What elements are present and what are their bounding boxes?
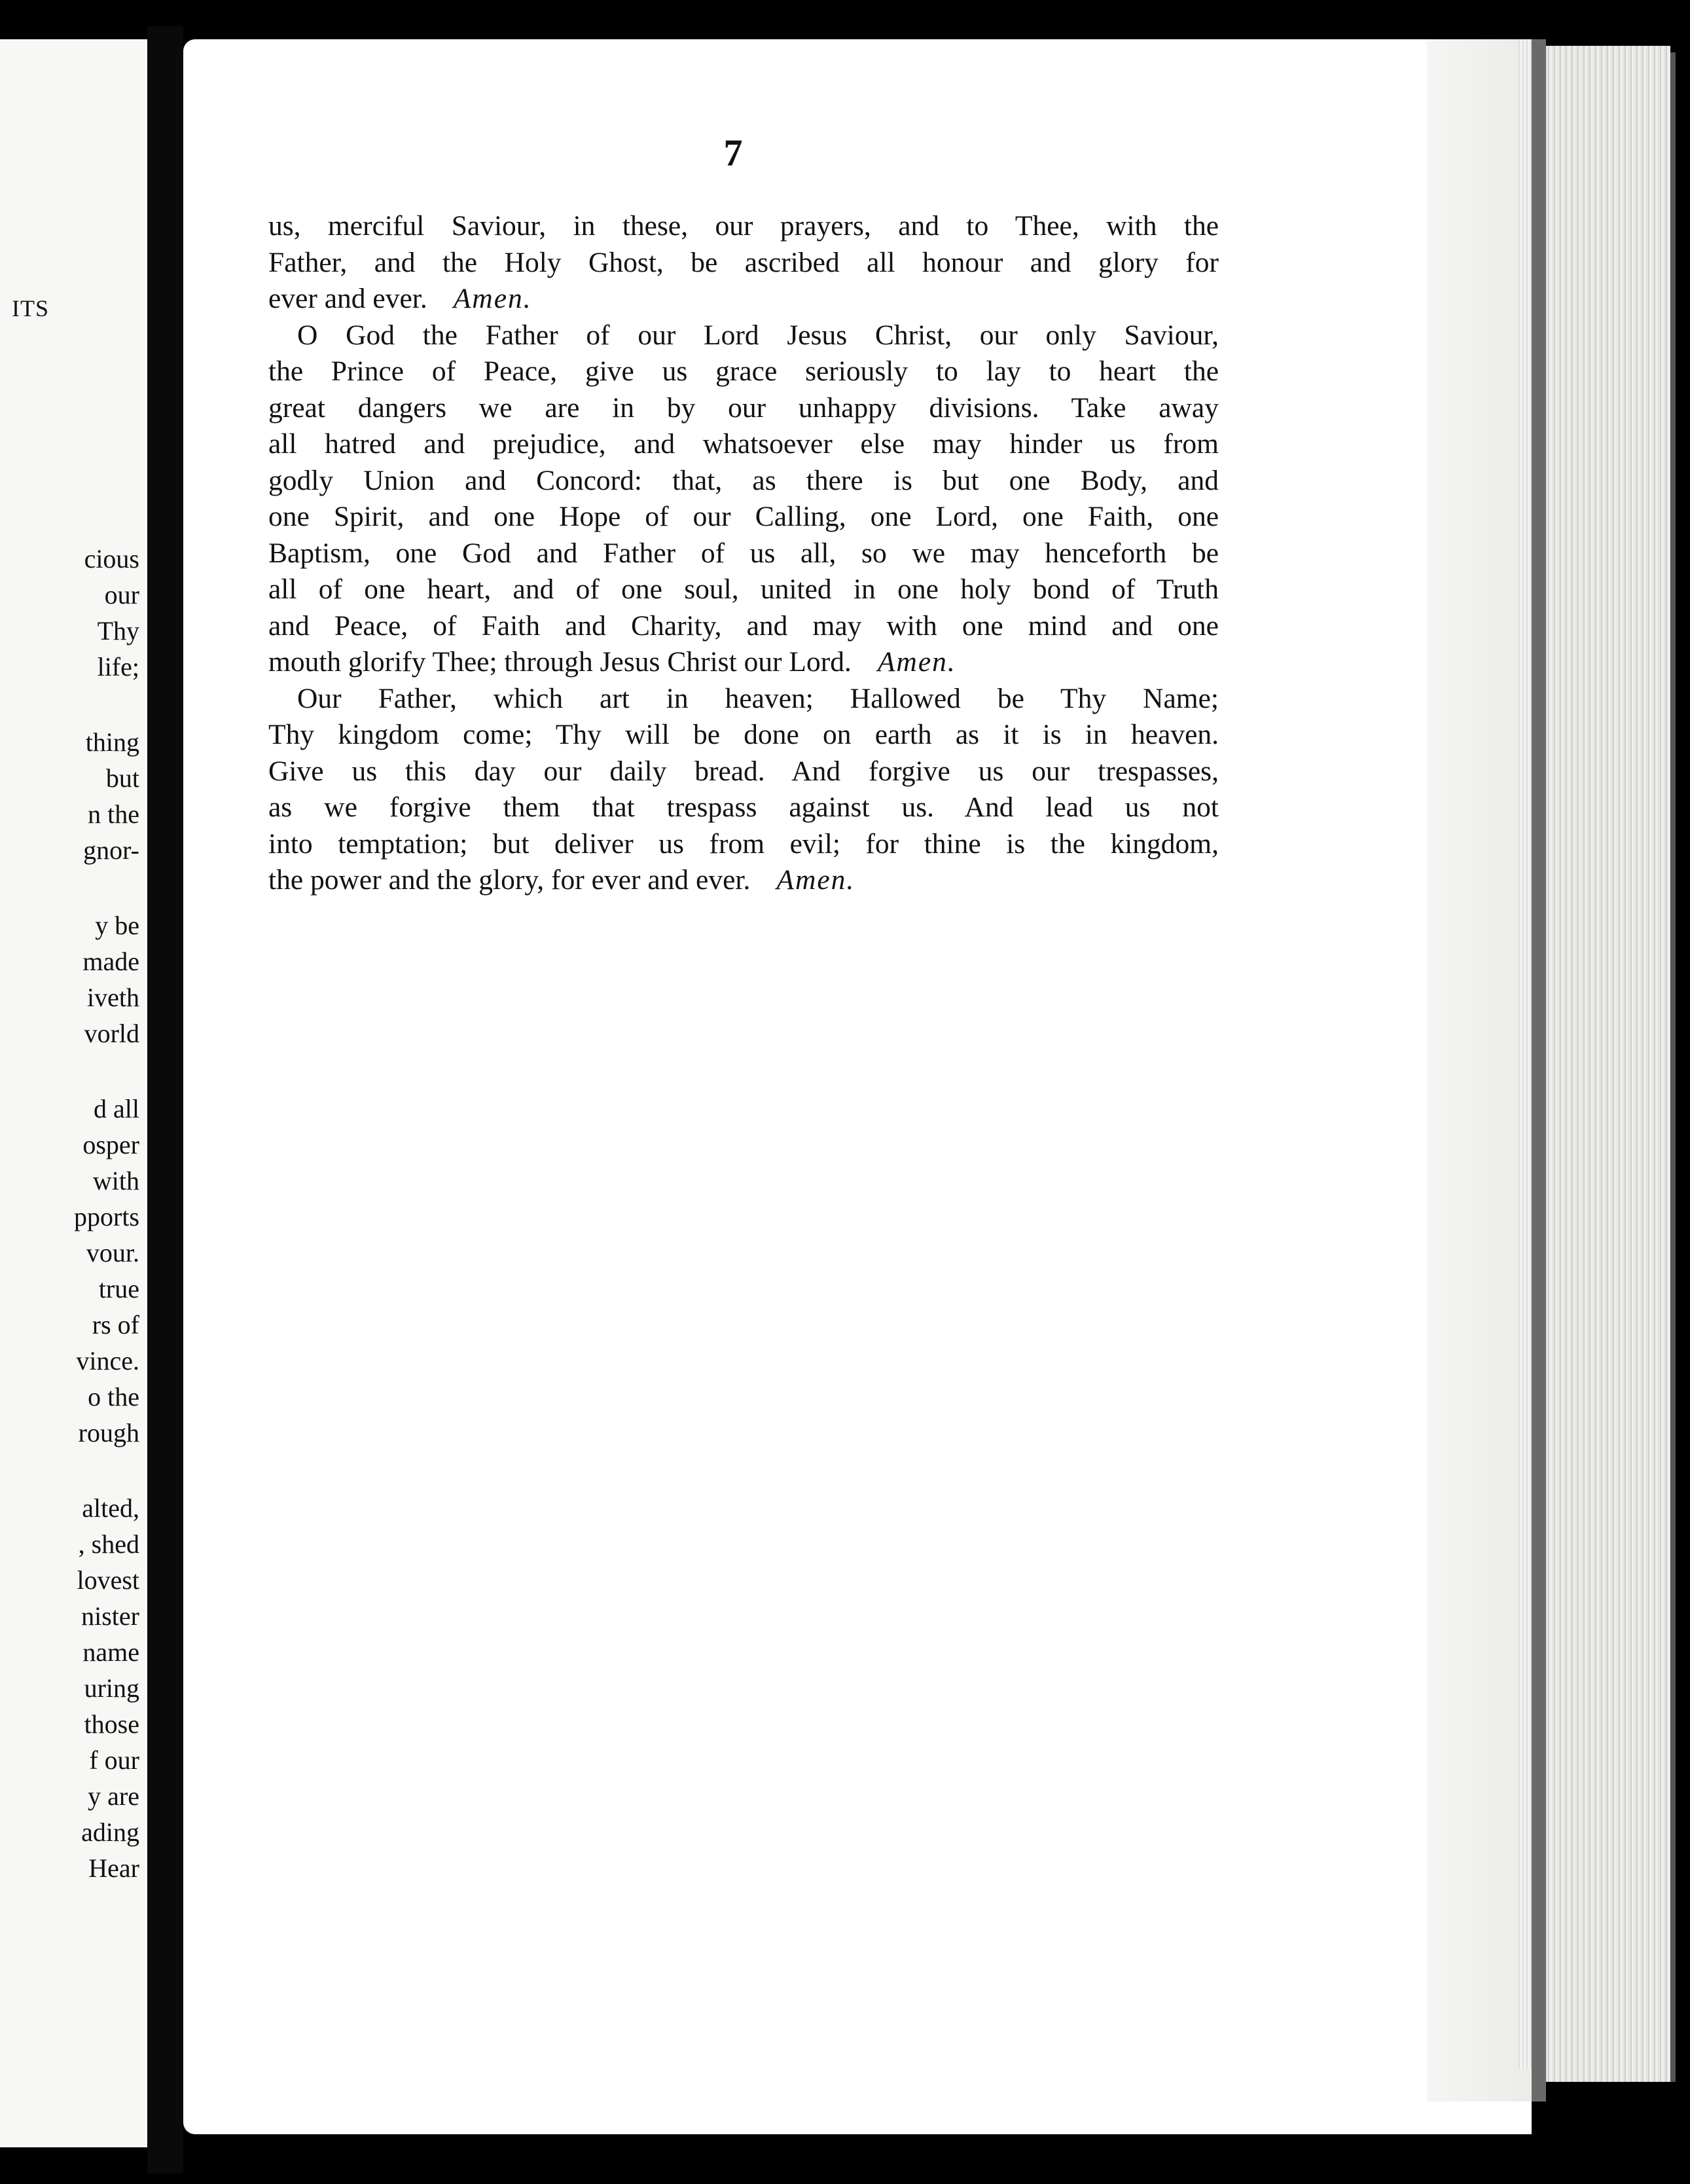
- page-number: 7: [723, 132, 743, 174]
- left-page-fragment: rs of: [92, 1310, 139, 1339]
- text-line: all hatred and prejudice, and whatsoever else may hinder us from: [268, 428, 1219, 460]
- text-line: and Peace, of Faith and Charity, and may with one mind and one: [268, 610, 1219, 642]
- book-block-edge: [1532, 39, 1546, 2102]
- left-page-fragment: vince.: [76, 1346, 139, 1375]
- left-page-fragment: lovest: [77, 1565, 139, 1595]
- text-line: [268, 644, 1219, 681]
- left-page-fragment: rough: [78, 1418, 139, 1447]
- left-page-fragment: true: [98, 1274, 139, 1303]
- amen-label: Amen.: [877, 646, 956, 678]
- left-page-fragment: vour.: [86, 1238, 139, 1267]
- text-line-content: ever and ever.: [268, 283, 427, 314]
- text-line: Father, and the Holy Ghost, be ascribed all honour and glory for: [268, 246, 1219, 278]
- left-page-fragment: , shed: [78, 1529, 139, 1559]
- left-page-fragment: iveth: [87, 983, 139, 1012]
- book-page-stack: [1546, 46, 1670, 2082]
- left-page-fragment: Hear: [88, 1853, 139, 1883]
- left-page-fragment: o the: [88, 1382, 139, 1411]
- text-line: Baptism, one God and Father of us all, so we may henceforth be: [268, 537, 1219, 569]
- text-line: the Prince of Peace, give us grace seriously to lay to heart the: [268, 355, 1219, 387]
- book-cover-edge: [1670, 52, 1676, 2082]
- left-page-fragment: nister: [81, 1601, 139, 1631]
- text-line: one Spirit, and one Hope of our Calling, one Lord, one Faith, one: [268, 501, 1219, 532]
- left-page-text-fragments: [0, 39, 147, 2147]
- left-page-fragment: thing: [85, 727, 139, 757]
- left-page-fragment: alted,: [82, 1493, 139, 1523]
- book-gutter: [147, 26, 183, 2174]
- text-line: into temptation; but deliver us from evil; for thine is the kingdom,: [268, 828, 1219, 860]
- left-page-fragment: ading: [81, 1817, 139, 1847]
- left-page-fragment: but: [105, 763, 139, 793]
- left-page-fragment: y are: [88, 1781, 139, 1811]
- left-page-fragment: those: [84, 1709, 139, 1739]
- left-page-fragment: f our: [89, 1745, 139, 1775]
- text-line: O God the Father of our Lord Jesus Christ, our only Saviour,: [297, 319, 1219, 351]
- page-edge-lines: [1519, 39, 1532, 2069]
- left-page-fragment: y be: [95, 911, 139, 940]
- left-page-fragment: made: [82, 947, 139, 976]
- text-line: [268, 281, 1219, 318]
- text-line: as we forgive them that trespass against us. And lead us not: [268, 792, 1219, 823]
- prayer-text-block: [268, 208, 1219, 899]
- left-page-fragment: cious: [84, 544, 139, 573]
- page-edge-shade: [1427, 39, 1532, 2102]
- text-line: [268, 862, 1219, 899]
- text-line: great dangers we are in by our unhappy divisions. Take away: [268, 391, 1219, 424]
- left-page-fragment: vorld: [84, 1019, 139, 1048]
- left-page-fragment: gnor-: [83, 835, 139, 865]
- text-line: Give us this day our daily bread. And forgive us our trespasses,: [268, 755, 1219, 787]
- text-line: Thy kingdom come; Thy will be done on earth as it is in heaven.: [268, 719, 1219, 750]
- text-line-content: the power and the glory, for ever and ever.: [268, 864, 751, 896]
- left-page-fragment: with: [92, 1166, 139, 1195]
- text-line: us, merciful Saviour, in these, our prayers, and to Thee, with the: [268, 210, 1219, 242]
- left-page-fragment: pports: [74, 1202, 139, 1231]
- left-page-fragment: life;: [97, 652, 139, 682]
- text-line: godly Union and Concord: that, as there is but one Body, and: [268, 464, 1219, 496]
- amen-label: Amen.: [453, 283, 532, 314]
- text-line-content: mouth glorify Thee; through Jesus Christ our Lord.: [268, 646, 852, 678]
- left-facing-page: [0, 39, 147, 2147]
- left-page-fragment: name: [82, 1637, 139, 1667]
- left-page-fragment: Thy: [97, 616, 139, 646]
- left-page-fragment: d all: [94, 1094, 139, 1123]
- left-page-fragment: osper: [82, 1130, 139, 1159]
- text-line: Our Father, which art in heaven; Hallowed be Thy Name;: [297, 682, 1219, 714]
- left-page-running-header: ITS: [12, 295, 49, 321]
- amen-label: Amen.: [776, 864, 855, 896]
- left-page-fragment: uring: [84, 1673, 139, 1703]
- left-page-fragment: n the: [88, 799, 139, 829]
- left-page-fragment: our: [104, 580, 139, 610]
- text-line: all of one heart, and of one soul, united in one holy bond of Truth: [268, 573, 1219, 605]
